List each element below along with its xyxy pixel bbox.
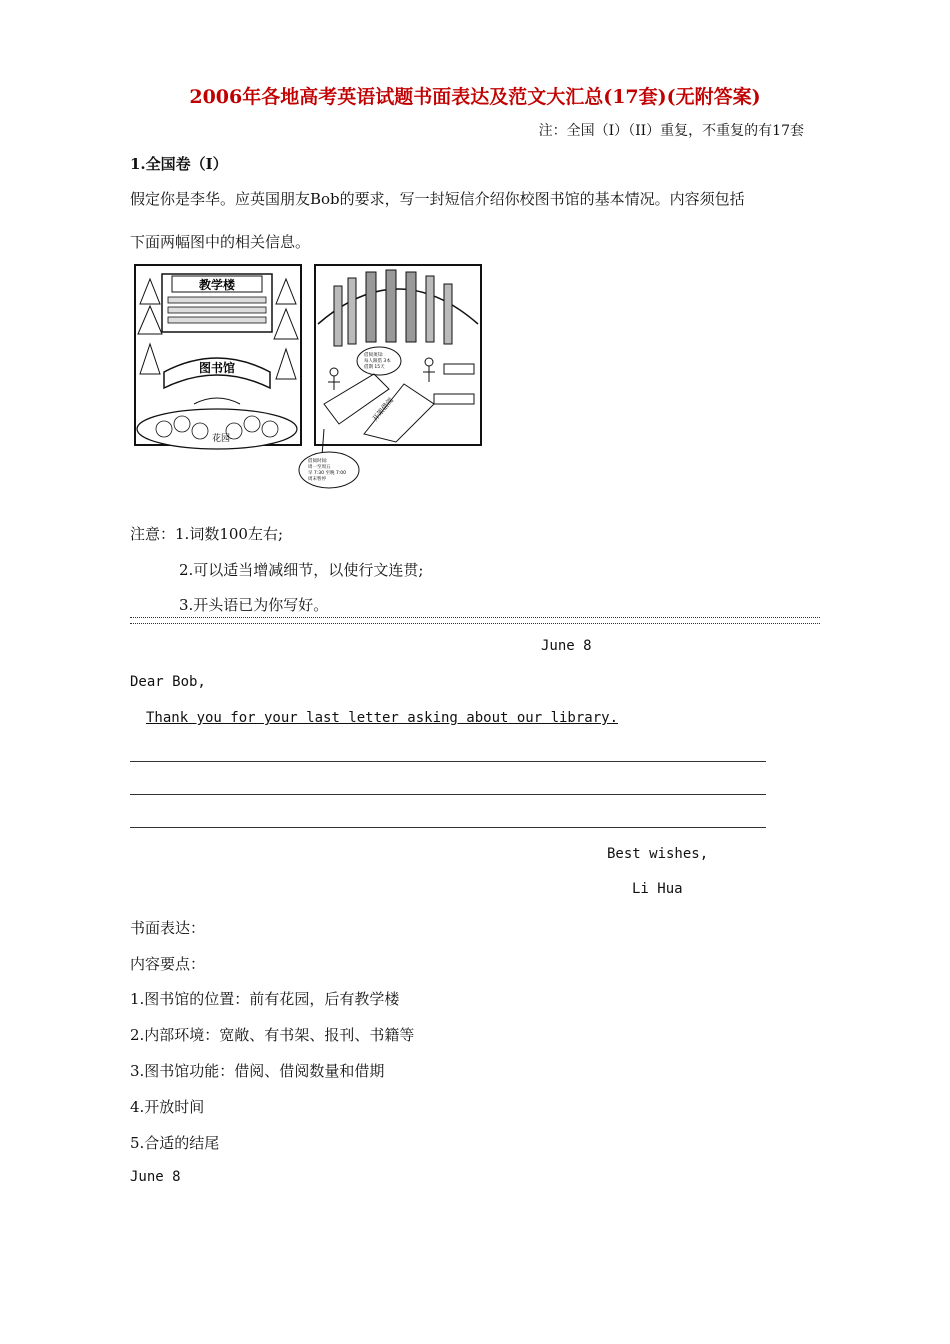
- letter-greeting: Dear Bob,: [130, 674, 206, 690]
- point-5: 5.合适的结尾: [130, 1134, 220, 1152]
- svg-text:借期 15天: 借期 15天: [364, 365, 385, 370]
- points-heading: 内容要点：: [130, 955, 206, 973]
- garden-label: 花园: [212, 434, 231, 444]
- prompt-line-2: 下面两幅图中的相关信息。: [130, 233, 311, 251]
- building-label: 教学楼: [198, 278, 236, 292]
- svg-text:借阅须知:: 借阅须知:: [364, 353, 384, 358]
- writing-line-1: [130, 761, 766, 762]
- notes-label: 注意：: [130, 525, 176, 543]
- letter-opening: Thank you for your last letter asking about our library.: [146, 710, 619, 726]
- point-2: 2.内部环境：宽敞、有书架、报刊、书籍等: [130, 1026, 415, 1044]
- point-3: 3.图书馆功能：借阅、借阅数量和借期: [130, 1062, 385, 1080]
- svg-text:周末暂停: 周末暂停: [308, 477, 326, 482]
- page-title: 2006年各地高考英语试题书面表达及范文大汇总(17套)(无附答案): [189, 86, 761, 108]
- top-note: 注：全国（I）（II）重复，不重复的有17套: [538, 123, 804, 139]
- answer-heading: 书面表达：: [130, 919, 206, 937]
- writing-line-3: [130, 827, 766, 828]
- library-label: 图书馆: [198, 361, 236, 375]
- dotted-divider: [130, 617, 820, 624]
- opening-hours-bubble: [299, 452, 359, 488]
- note-item-3: 3.开头语已为你写好。: [179, 596, 329, 614]
- library-illustration: [134, 264, 486, 498]
- svg-text:每人限借 3本: 每人限借 3本: [364, 359, 391, 364]
- point-4: 4.开放时间: [130, 1098, 205, 1116]
- note-item-2: 2.可以适当增减细节，以使行文连贯;: [179, 561, 424, 579]
- illustration-svg: [134, 264, 486, 494]
- svg-text:早 7:30 至晚 7:00: 早 7:30 至晚 7:00: [308, 471, 347, 476]
- section-heading: 1.全国卷（I）: [130, 155, 228, 173]
- letter-signature: Li Hua: [632, 881, 683, 897]
- writing-line-2: [130, 794, 766, 795]
- note-item-1: 1.词数100左右;: [175, 525, 284, 543]
- svg-text:周一至周五: 周一至周五: [308, 465, 331, 470]
- notes-block: [130, 523, 283, 544]
- svg-text:借阅时间:: 借阅时间:: [308, 459, 328, 464]
- letter-date: June 8: [541, 638, 592, 654]
- answer-date: June 8: [130, 1169, 181, 1185]
- prompt-line-1: 假定你是李华。应英国朋友Bob的要求，写一封短信介绍你校图书馆的基本情况。内容须包括: [130, 190, 745, 208]
- letter-closing: Best wishes,: [607, 846, 709, 862]
- point-1: 1.图书馆的位置：前有花园，后有教学楼: [130, 990, 400, 1008]
- shelf-sign: 开架借阅: [370, 396, 396, 423]
